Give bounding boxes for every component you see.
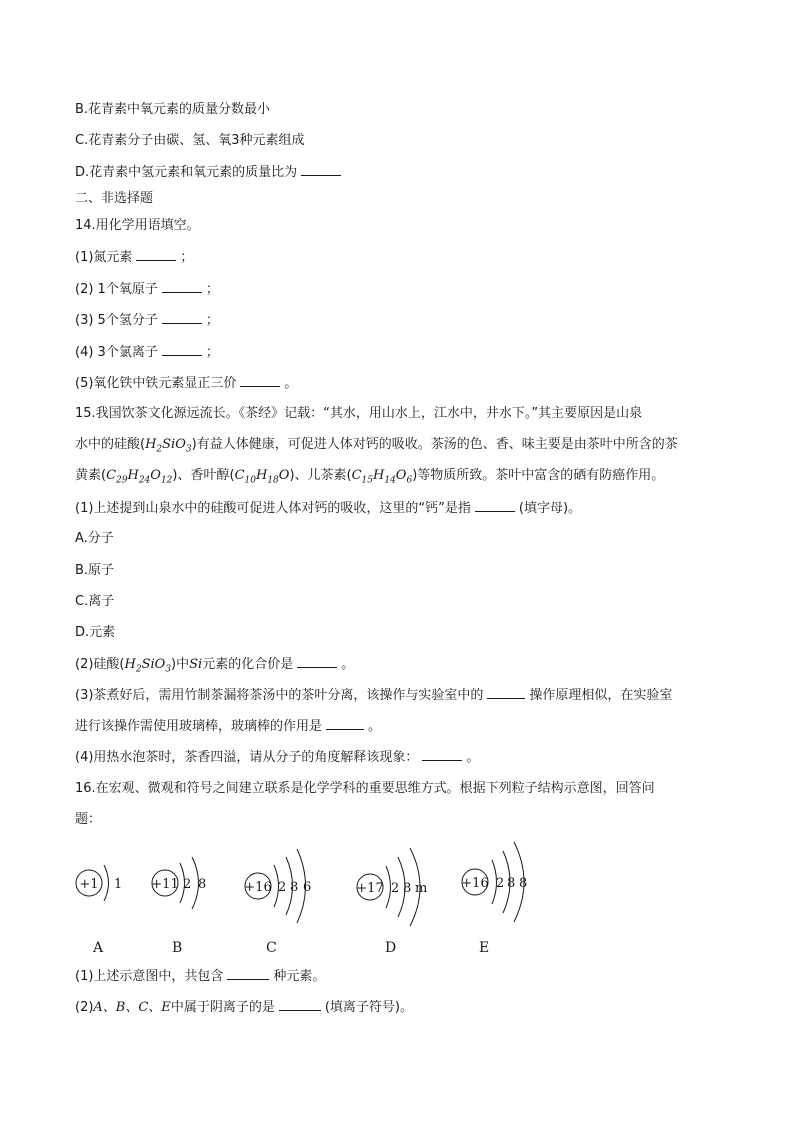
q15-stem-line1: 15.我国饮茶文化源远流长。《茶经》记载：“其水，用山水上，江水中，井水下。”其主要原因是山泉 [75,406,643,421]
diagram-label-c: C [266,940,277,956]
nucleus-charge: +16 [244,880,272,895]
nucleus-charge: +1 [79,877,99,892]
shell-electrons: 2 [183,877,192,892]
answer-blank[interactable] [136,247,176,261]
q15-stem-line3 [75,466,664,491]
formula-h2sio3: $H_2SiO_3$ [124,657,172,675]
shell-electrons: 8 [519,876,528,891]
diagram-label-a: A [93,940,104,956]
stem-text: 水中的硅酸( [75,437,146,452]
electron-shell-arc [386,866,391,908]
q16-sub1 [75,966,325,987]
structure-b [151,857,206,909]
q14-item-5 [75,373,297,394]
sub-text: (4)用热水泡茶时，茶香四溢，请从分子的角度解释该现象： [75,750,419,765]
q15-sub2 [75,654,354,680]
q16-sub2 [75,997,413,1018]
sub-text: (1)上述提到山泉水中的硅酸可促进人体对钙的吸收，这里的“钙”是指 [75,501,471,516]
q15-sub3-line2 [75,716,381,737]
structure-c [244,849,311,923]
shell-electrons: 8 [507,876,516,891]
electron-shell-arc [104,865,109,901]
choice-b: B.原子 [75,563,115,578]
shell-electrons: 2 [391,881,400,896]
q16-stem-line1: 16.在宏观、微观和符号之间建立联系是化学学科的重要思维方式。根据下列粒子结构示意图，回答问 [75,781,655,796]
stem-text: )等物质所致。茶叶中富含的硒有防癌作用。 [412,468,665,483]
sub-text: 元素的化合价是 [202,657,294,672]
answer-blank[interactable] [475,498,515,512]
stem-text: )、儿茶素( [289,468,352,483]
formula-h2sio3: $H_2SiO_3$ [145,437,192,455]
answer-blank[interactable] [162,342,202,356]
formula-catechin: $C_{15}H_{14}O_6$ [351,468,413,486]
q15-sub3-line1 [75,685,672,706]
shell-electrons: 8 [403,881,412,896]
answer-blank[interactable] [162,310,202,324]
period: 。 [341,657,355,672]
answer-blank[interactable] [422,747,462,761]
period: 。 [466,750,480,765]
q14-item-1: (1)氮元素 ； [75,247,193,268]
diagram-label-d: D [385,940,397,956]
option-b: B.花青素中氧元素的质量分数最小 [75,102,271,117]
answer-blank[interactable] [279,997,321,1011]
shell-electrons: 8 [290,880,299,895]
q14-item-2: (2) 1个氧原子 ； [75,279,219,300]
sub-text: (2) [75,1000,94,1015]
answer-blank[interactable] [326,716,364,730]
sub-text: 操作原理相似，在实验室 [529,688,673,703]
option-d-text: D.花青素中氢元素和氧元素的质量比为 [75,165,298,180]
option-c: C.花青素分子由碳、氢、氧3种元素组成 [75,133,305,148]
section-title: 二、非选择题 [75,191,154,206]
shell-electrons: 2 [278,880,287,895]
sub-text: (填离子符号)。 [324,1000,413,1015]
shell-electrons: 1 [114,877,123,892]
answer-blank[interactable] [301,162,341,176]
symbol-si: Si [189,657,203,672]
shell-electrons: 6 [303,880,312,895]
stem-text: )、香叶醇( [172,468,235,483]
atomic-structure-diagrams [0,835,794,965]
q14-item-4: (4) 3个氯离子 ； [75,342,219,363]
sub-text: (3)茶煮好后，需用竹制茶漏将茶汤中的茶叶分离，该操作与实验室中的 [75,688,484,703]
q14-item-3: (3) 5个氢分子 ； [75,310,219,331]
answer-blank[interactable] [487,685,525,699]
structure-d [356,848,427,926]
q14-item-text: (5)氧化铁中铁元素显正三价 [75,376,237,391]
shell-electrons: m [415,881,428,896]
formula-geraniol: $C_{10}H_{18}O$ [234,468,290,486]
answer-blank[interactable] [240,373,280,387]
structure-a [76,865,122,901]
q14-item-text: (2) 1个氧原子 [75,282,158,297]
sub-text: (填字母)。 [518,501,582,516]
option-letters: A、B、C、E [93,1000,171,1015]
shell-electrons: 2 [496,876,505,891]
sub-text: )中 [171,657,190,672]
choice-a: A.分子 [75,531,114,546]
formula-theaflavin: $C_{29}H_{24}O_{12}$ [106,468,173,486]
q14-item-text: (4) 3个氯离子 [75,345,158,360]
q15-stem-line2 [75,435,678,460]
sub-text: 种元素。 [273,969,326,984]
shell-electrons: 8 [198,877,207,892]
diagram-label-e: E [479,940,490,956]
answer-blank[interactable] [297,654,337,668]
stem-text: )有益人体健康，可促进人体对钙的吸收。茶汤的色、香、味主要是由茶叶中所含的茶 [191,437,678,452]
choice-c: C.离子 [75,594,115,609]
q14-item-text: (1)氮元素 [75,250,133,265]
nucleus-charge: +17 [356,881,384,896]
period: 。 [368,719,382,734]
answer-blank[interactable] [162,279,202,293]
q14-item-text: (3) 5个氢分子 [75,313,158,328]
q15-sub4 [75,747,479,768]
q15-sub1 [75,498,581,519]
q16-stem-line2: 题： [75,812,102,827]
structure-e [461,842,527,922]
option-d [75,162,345,183]
sub-text: (1)上述示意图中，共包含 [75,969,224,984]
sub-text: 中属于阴离子的是 [170,1000,275,1015]
sub-text: (2)硅酸( [75,657,125,672]
nucleus-charge: +16 [461,876,489,891]
answer-blank[interactable] [227,966,269,980]
stem-text: 黄素( [75,468,107,483]
choice-d: D.元素 [75,625,116,640]
nucleus-charge: +11 [151,877,179,892]
sub-text: 进行该操作需使用玻璃棒，玻璃棒的作用是 [75,719,323,734]
q14-stem: 14.用化学用语填空。 [75,218,200,233]
diagram-label-b: B [172,940,183,956]
period: 。 [284,376,298,391]
